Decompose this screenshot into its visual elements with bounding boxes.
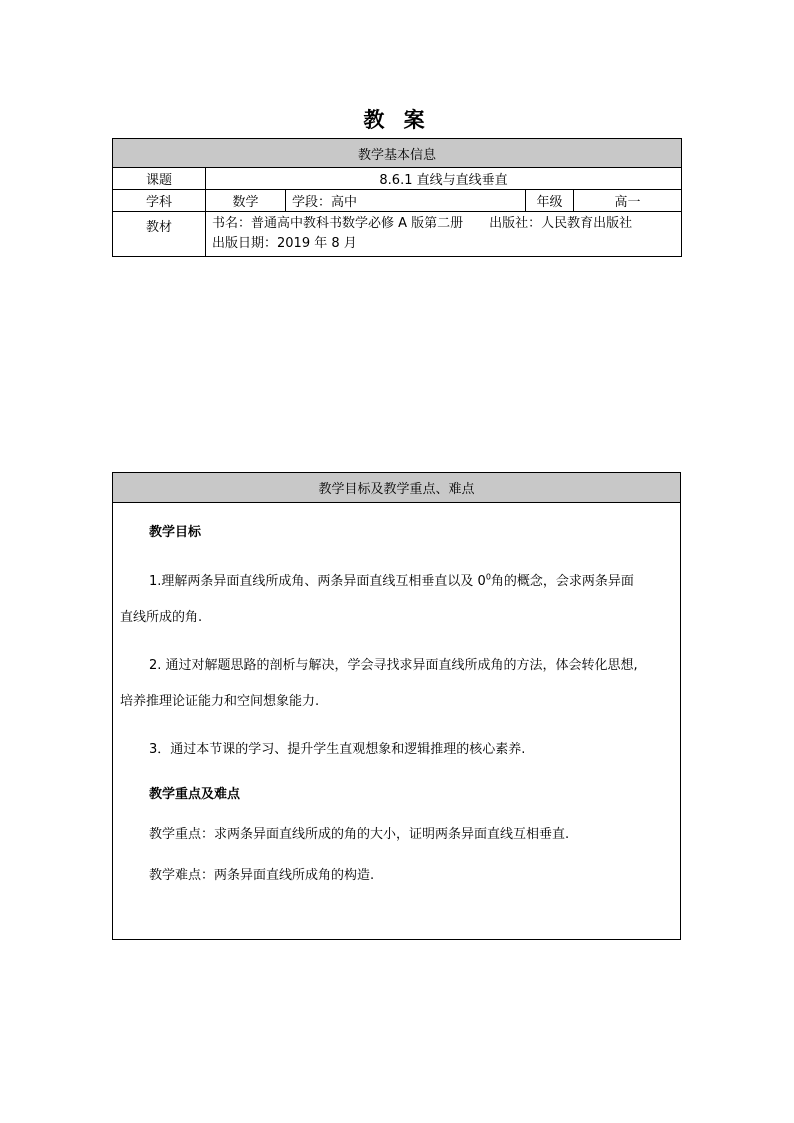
subject-label: 学科 — [113, 190, 206, 212]
objective-1: 1.理解两条异面直线所成角、两条异面直线互相垂直以及 $0^0$角的概念，会求两条异面 — [149, 572, 634, 589]
goals-table — [112, 472, 681, 940]
subject-value: 数学 — [206, 190, 286, 212]
objective-3: 3．通过本节课的学习、提升学生直观想象和逻辑推理的核心素养. — [149, 742, 526, 757]
publisher: 出版社：人民教育出版社 — [489, 216, 633, 231]
grade-label: 年级 — [526, 190, 574, 212]
document-title: 教 案 — [363, 107, 431, 132]
key-point: 教学重点：求两条异面直线所成的角的大小，证明两条异面直线互相垂直. — [149, 827, 570, 842]
topic-label: 课题 — [113, 168, 206, 190]
objective-2: 2. 通过对解题思路的剖析与解决，学会寻找求异面直线所成角的方法，体会转化思想, — [149, 658, 638, 673]
basic-info-table — [112, 138, 682, 257]
publication-date: 出版日期：2019 年 8 月 — [212, 236, 357, 251]
key-points-heading: 教学重点及难点 — [149, 787, 241, 802]
objective-1-cont: 直线所成的角. — [120, 610, 203, 625]
textbook-info — [206, 212, 682, 257]
textbook-label: 教材 — [113, 212, 206, 257]
difficult-point: 教学难点：两条异面直线所成角的构造. — [149, 868, 375, 883]
objective-2-cont: 培养推理论证能力和空间想象能力. — [120, 694, 320, 709]
book-name: 书名：普通高中教科书数学必修 A 版第二册 — [212, 216, 464, 231]
grade-value: 高一 — [574, 190, 682, 212]
topic-value: 8.6.1 直线与直线垂直 — [206, 168, 682, 190]
goals-body — [113, 503, 681, 940]
stage-value: 学段：高中 — [286, 190, 526, 212]
basic-info-header: 教学基本信息 — [113, 139, 682, 168]
objectives-heading: 教学目标 — [149, 525, 202, 540]
goals-header: 教学目标及教学重点、难点 — [113, 473, 681, 503]
